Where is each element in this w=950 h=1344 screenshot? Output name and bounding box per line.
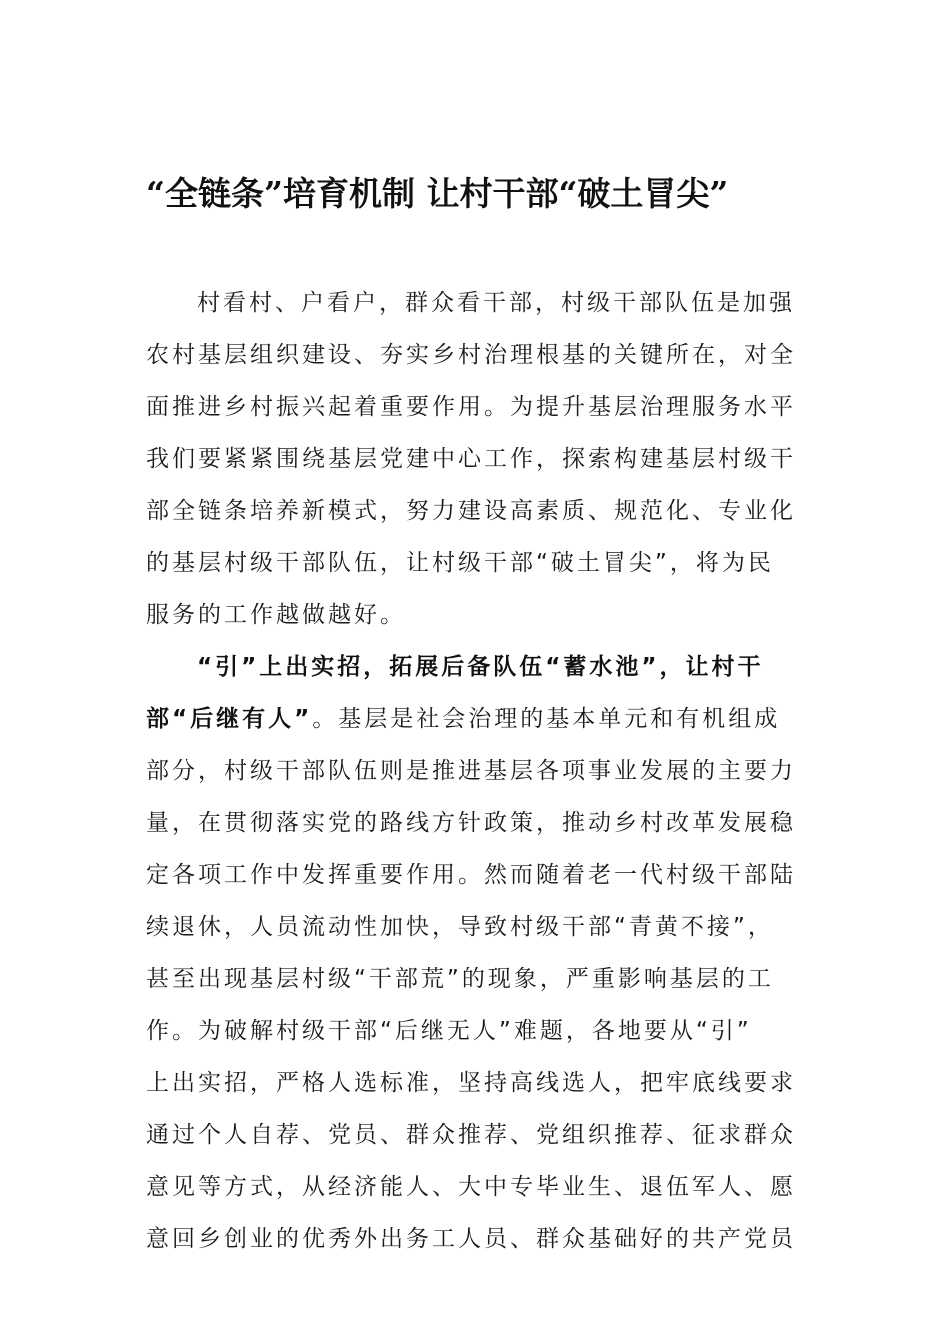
paragraph-1-line-5: 部全链条培养新模式，努力建设高素质、规范化、专业化	[146, 498, 796, 524]
paragraph-2-line-3: 部分，村级干部队伍则是推进基层各项事业发展的主要力	[146, 758, 796, 784]
paragraph-2-line-7: 甚至出现基层村级“干部荒”的现象，严重影响基层的工	[146, 966, 774, 992]
paragraph-2-line-9: 上出实招，严格人选标准，坚持高线选人，把牢底线要求	[146, 1070, 796, 1096]
paragraph-2-line-10: 通过个人自荐、党员、群众推荐、党组织推荐、征求群众	[146, 1122, 796, 1148]
paragraph-2-line-4: 量，在贯彻落实党的路线方针政策，推动乡村改革发展稳	[146, 810, 796, 836]
paragraph-2-line-2-text: 。基层是社会治理的基本单元和有机组成	[312, 706, 781, 732]
paragraph-1-line-6: 的基层村级干部队伍，让村级干部“破土冒尖”，将为民	[146, 550, 774, 576]
document-title: “全链条”培育机制 让村干部“破土冒尖”	[146, 174, 729, 213]
paragraph-1-line-4: 我们要紧紧围绕基层党建中心工作，探索构建基层村级干	[146, 446, 796, 472]
paragraph-1-line-1: 村看村、户看户，群众看干部，村级干部队伍是加强	[197, 290, 795, 316]
paragraph-2-line-2	[146, 693, 806, 745]
paragraph-1-line-2: 农村基层组织建设、夯实乡村治理根基的关键所在，对全	[146, 342, 796, 368]
paragraph-2-line-12: 意回乡创业的优秀外出务工人员、群众基础好的共产党员	[146, 1226, 796, 1252]
paragraph-2-heading-line-1: “引”上出实招，拓展后备队伍“蓄水池”，让村干	[197, 654, 764, 680]
paragraph-2-line-6: 续退休，人员流动性加快，导致村级干部“青黄不接”，	[146, 914, 774, 940]
paragraph-2-heading-end: 部“后继有人”	[146, 706, 313, 732]
paragraph-2-line-8: 作。为破解村级干部“后继无人”难题，各地要从“引”	[146, 1018, 752, 1044]
paragraph-2-line-5: 定各项工作中发挥重要作用。然而随着老一代村级干部陆	[146, 862, 796, 888]
document-body	[146, 277, 806, 1265]
paragraph-1-line-7: 服务的工作越做越好。	[146, 602, 406, 628]
paragraph-1-line-3: 面推进乡村振兴起着重要作用。为提升基层治理服务水平	[146, 394, 796, 420]
paragraph-2-line-11: 意见等方式，从经济能人、大中专毕业生、退伍军人、愿	[146, 1174, 796, 1200]
